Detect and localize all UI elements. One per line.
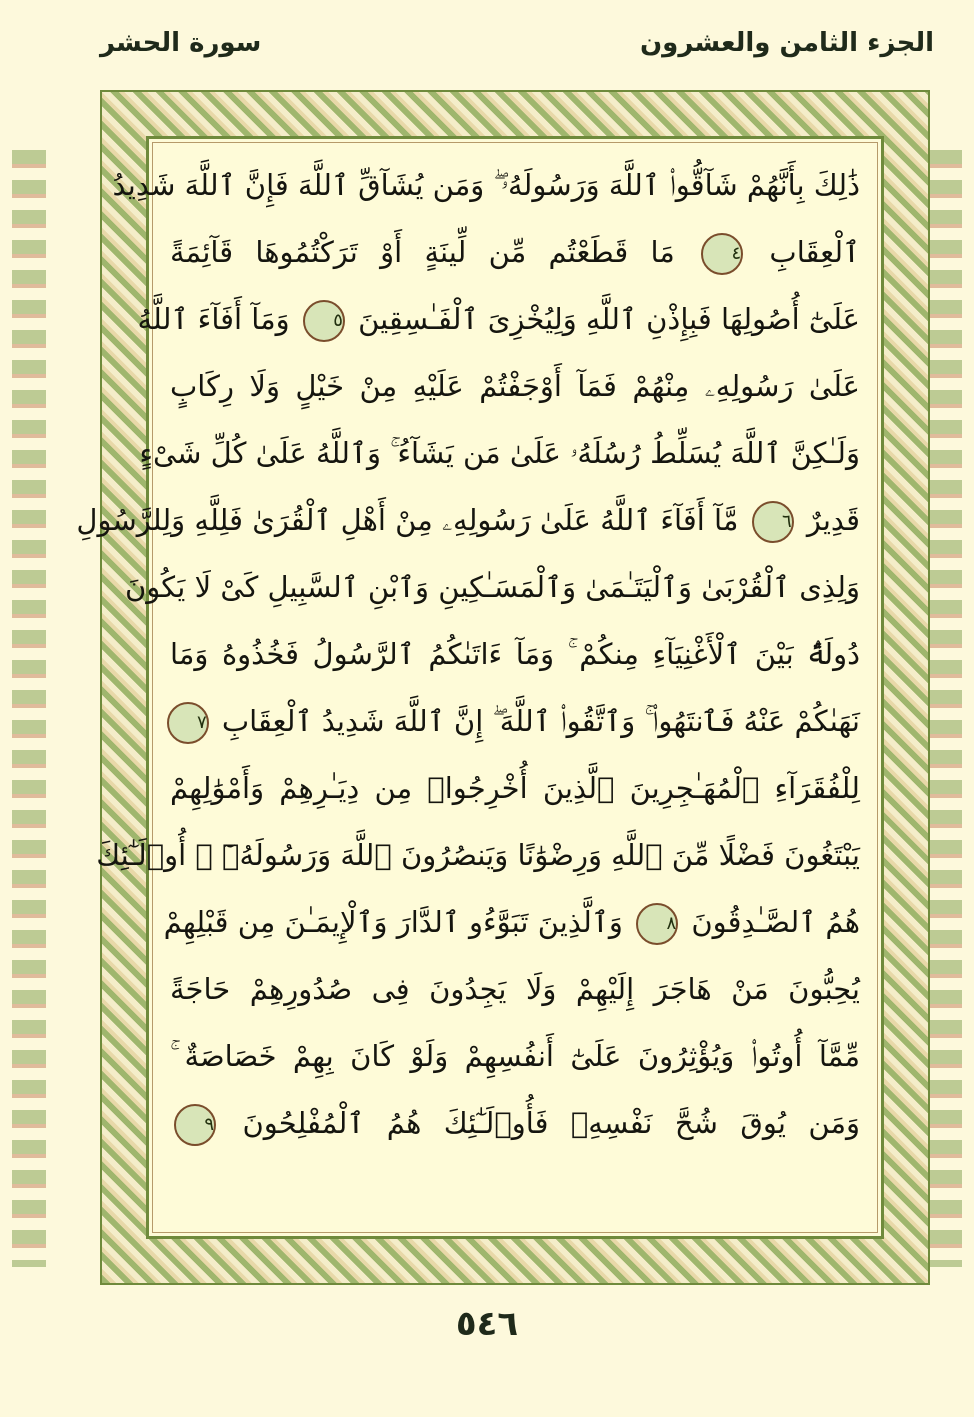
line-text-continued: وَمَآ أَفَآءَ ٱللَّهُ [137,302,290,336]
line-text: قَدِيرٌ [806,503,860,537]
right-margin-ornament [928,150,962,1267]
ayah-number-marker: ٨ [636,903,678,945]
ayah-number-marker: ٩ [174,1104,216,1146]
text-line-7 [124,554,860,621]
ayah-number-marker: ٦ [752,501,794,543]
quran-text [76,152,861,1227]
text-line-1 [112,152,860,219]
line-text-continued: وَٱلَّذِينَ تَبَوَّءُو ٱلدَّارَ وَٱلْإِيمَـٰنَ مِن قَبْلِهِمْ [163,905,623,939]
line-text: هُمُ ٱلصَّـٰدِقُونَ [691,905,860,939]
text-line-10 [170,755,860,822]
line-text: وَلِذِى ٱلْقُرْبَىٰ وَٱلْيَتَـٰمَىٰ وَٱلْمَسَـٰكِينِ وَٱبْنِ ٱلسَّبِيلِ كَىْ لَا يَكُونَ [124,570,860,604]
text-line-13 [170,956,860,1023]
line-text: عَلَىٰٓ أُصُولِهَا فَبِإِذْنِ ٱللَّهِ وَلِيُخْزِىَ ٱلْفَـٰسِقِينَ [358,302,860,336]
page-header [100,28,934,72]
text-line-15 [170,1090,860,1157]
line-text: نَهَىٰكُمْ عَنْهُ فَٱنتَهُوا۟ ۚ وَٱتَّقُوا۟ ٱللَّهَ ۖ إِنَّ ٱللَّهَ شَدِيدُ ٱلْعِقَابِ [221,704,860,738]
juz-title: الجزء الثامن والعشرون [639,28,934,58]
line-text: وَمَن يُوقَ شُحَّ نَفْسِهِۦ فَأُو۟لَـٰٓئِكَ هُمُ ٱلْمُفْلِحُونَ [242,1106,860,1140]
line-text-continued: مَا قَطَعْتُم مِّن لِّينَةٍ أَوْ تَرَكْتُمُوهَا قَآئِمَةً [170,235,675,269]
ayah-number-marker: ٥ [303,300,345,342]
left-margin-ornament [12,150,46,1267]
text-line-11 [96,822,860,889]
text-line-8 [170,621,860,688]
line-text: ٱلْعِقَابِ [769,235,861,269]
line-text: ذَٰلِكَ بِأَنَّهُمْ شَآقُّوا۟ ٱللَّهَ وَرَسُولَهُۥ ۖ وَمَن يُشَآقِّ ٱللَّهَ فَإِنَّ ٱللَّهَ شَدِيدُ [112,168,860,202]
text-line-3 [137,286,860,353]
ayah-number-marker: ٤ [701,233,743,275]
text-line-14 [170,1023,860,1090]
line-text: عَلَىٰ رَسُولِهِۦ مِنْهُمْ فَمَآ أَوْجَفْتُمْ عَلَيْهِ مِنْ خَيْلٍ وَلَا رِكَابٍ [170,369,860,403]
text-line-5 [139,420,860,487]
line-text-continued: مَّآ أَفَآءَ ٱللَّهُ عَلَىٰ رَسُولِهِۦ مِنْ أَهْلِ ٱلْقُرَىٰ فَلِلَّهِ وَلِلرَّسُولِ [76,503,739,537]
line-text: يُحِبُّونَ مَنْ هَاجَرَ إِلَيْهِمْ وَلَا يَجِدُونَ فِى صُدُورِهِمْ حَاجَةً [170,972,860,1006]
line-text: دُولَةًۢ بَيْنَ ٱلْأَغْنِيَآءِ مِنكُمْ ۚ وَمَآ ءَاتَىٰكُمُ ٱلرَّسُولُ فَخُذُوهُ وَمَا [170,637,860,671]
text-line-12 [163,889,860,956]
surah-title: سورة الحشر [100,28,262,58]
text-line-9 [170,688,860,755]
line-text: مِّمَّآ أُوتُوا۟ وَيُؤْثِرُونَ عَلَىٰٓ أَنفُسِهِمْ وَلَوْ كَانَ بِهِمْ خَصَاصَةٌ ۚ [170,1039,860,1073]
text-line-6 [76,487,860,554]
line-text: يَبْتَغُونَ فَضْلًا مِّنَ ٱللَّهِ وَرِضْوَٰنًا وَيَنصُرُونَ ٱللَّهَ وَرَسُولَهُۥٓ ۚ أُو۟لَـٰٓئِكَ [96,838,860,872]
text-line-2 [170,219,860,286]
line-text: لِلْفُقَرَآءِ ٱلْمُهَـٰجِرِينَ ٱلَّذِينَ أُخْرِجُوا۟ مِن دِيَـٰرِهِمْ وَأَمْوَٰلِهِمْ [170,771,860,805]
text-line-4 [170,353,860,420]
line-text: وَلَـٰكِنَّ ٱللَّهَ يُسَلِّطُ رُسُلَهُۥ عَلَىٰ مَن يَشَآءُ ۚ وَٱللَّهُ عَلَىٰ كُلِّ شَىْءٍ [139,436,860,470]
ayah-number-marker: ٧ [167,702,209,744]
page-number: ٥٤٦ [455,1304,519,1344]
